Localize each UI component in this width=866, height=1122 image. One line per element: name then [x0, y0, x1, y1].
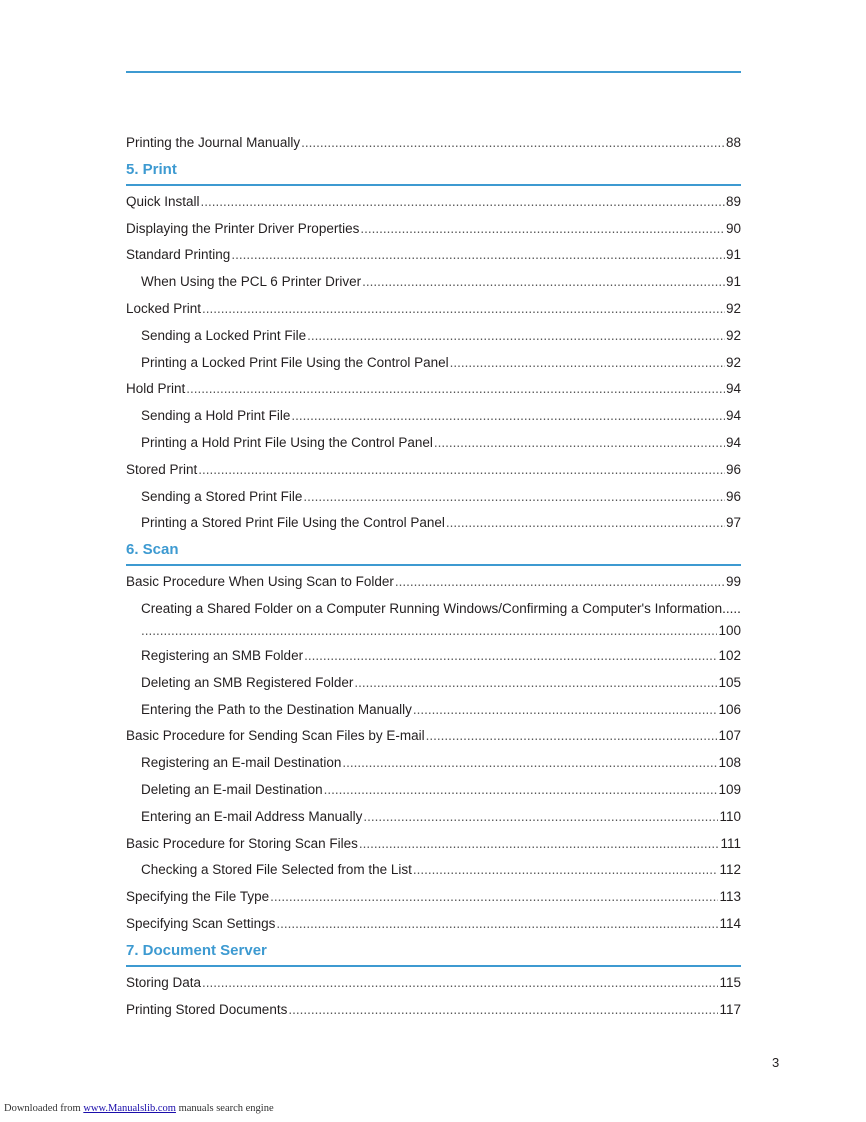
footer-prefix: Downloaded from: [4, 1103, 84, 1114]
toc-entry-title: Specifying the File Type: [126, 889, 270, 905]
dot-leader: [362, 269, 725, 296]
toc-entry-title: Quick Install: [126, 193, 200, 209]
toc-entry-page: 113: [719, 889, 741, 905]
chapter-heading: 6. Scan: [126, 537, 741, 566]
toc-entry-title: Printing a Locked Print File Using the Control Panel: [141, 354, 449, 370]
toc-entry-title: Basic Procedure for Sending Scan Files by E-mail: [126, 728, 425, 744]
toc-entry-title: Sending a Locked Print File: [141, 327, 307, 343]
dot-leader: [202, 296, 725, 323]
toc-entry[interactable]: [126, 457, 741, 484]
toc-entry-title: Printing a Stored Print File Using the Control Panel: [141, 515, 445, 531]
toc-entry-page: 89: [725, 193, 741, 209]
toc-entry[interactable]: [126, 403, 741, 430]
dot-leader: [304, 643, 717, 670]
toc-entry-page: 114: [719, 915, 741, 931]
toc-entry-page: 91: [725, 274, 741, 290]
toc-entry[interactable]: [126, 997, 741, 1024]
toc-entry[interactable]: [126, 777, 741, 804]
dot-leader: [395, 569, 725, 596]
toc-entry-page: 92: [725, 327, 741, 343]
toc-entry[interactable]: [126, 510, 741, 537]
toc-entry-page: 109: [718, 781, 741, 797]
toc-entry[interactable]: [126, 697, 741, 724]
chapter-heading: 5. Print: [126, 157, 741, 186]
dot-leader: [276, 911, 718, 938]
toc-entry[interactable]: [126, 804, 741, 831]
toc-entry-title: Standard Printing: [126, 247, 231, 263]
toc-entry[interactable]: [126, 596, 741, 643]
dot-leader: [231, 242, 725, 269]
toc-entry-page: 112: [719, 862, 741, 878]
toc-entry-title: Printing Stored Documents: [126, 1001, 288, 1017]
toc-entry-page: 94: [725, 434, 741, 450]
download-footer: [4, 1103, 274, 1114]
toc-entry-page: 96: [725, 488, 741, 504]
toc-entry[interactable]: [126, 723, 741, 750]
dot-leader: [354, 670, 717, 697]
toc-entry[interactable]: [126, 269, 741, 296]
dot-leader: [360, 216, 725, 243]
toc-entry[interactable]: [126, 484, 741, 511]
toc-entry[interactable]: [126, 884, 741, 911]
dot-leader: [291, 403, 725, 430]
dot-leader: [434, 430, 725, 457]
toc-entry-page: 92: [725, 300, 741, 316]
toc-entry-title: Hold Print: [126, 381, 186, 397]
toc-entry[interactable]: [126, 750, 741, 777]
toc-entry[interactable]: [126, 376, 741, 403]
toc-entry-page: 91: [725, 247, 741, 263]
toc-entry[interactable]: [126, 323, 741, 350]
dot-leader: [363, 804, 718, 831]
toc-entry-page: 92: [725, 354, 741, 370]
toc-entry-title: Basic Procedure When Using Scan to Folder: [126, 574, 394, 590]
table-of-contents: [126, 130, 741, 1023]
toc-entry-leader-line: [126, 622, 741, 643]
toc-entry-page: 102: [718, 647, 741, 663]
dot-leader: [141, 622, 717, 639]
toc-entry-title: Registering an SMB Folder: [141, 647, 304, 663]
dot-leader: [307, 323, 725, 350]
toc-entry[interactable]: [126, 670, 741, 697]
toc-entry-title: Specifying Scan Settings: [126, 915, 276, 931]
dot-leader: [413, 857, 719, 884]
toc-entry-title: Sending a Hold Print File: [141, 408, 291, 424]
toc-entry-title: Registering an E-mail Destination: [141, 755, 342, 771]
toc-entry-title: Locked Print: [126, 300, 202, 316]
toc-entry-page: 88: [725, 135, 741, 150]
toc-entry[interactable]: [126, 643, 741, 670]
dot-leader: [288, 997, 718, 1024]
dot-leader: [450, 350, 725, 377]
dot-leader: [186, 376, 725, 403]
toc-entry-title: Deleting an SMB Registered Folder: [141, 674, 354, 690]
toc-entry-title: Printing the Journal Manually: [126, 135, 301, 150]
toc-entry[interactable]: [126, 970, 741, 997]
toc-entry-page: 110: [719, 808, 741, 824]
toc-entry[interactable]: [126, 831, 741, 858]
toc-entry-page: 108: [718, 755, 741, 771]
page-number: 3: [772, 1055, 780, 1070]
toc-entry[interactable]: [126, 189, 741, 216]
toc-entry[interactable]: [126, 130, 741, 157]
header-rule: [126, 71, 741, 73]
toc-entry-title: Checking a Stored File Selected from the List: [141, 862, 412, 878]
dot-leader: [270, 884, 718, 911]
toc-entry-page: 99: [725, 574, 741, 590]
toc-entry[interactable]: [126, 569, 741, 596]
toc-entry-page: 90: [725, 220, 741, 236]
toc-entry-title: Creating a Shared Folder on a Computer Running Windows/Confirming a Computer's Information.....: [141, 600, 741, 616]
dot-leader: [198, 457, 725, 484]
dot-leader: [413, 697, 718, 724]
toc-entry-title: When Using the PCL 6 Printer Driver: [141, 274, 362, 290]
toc-entry-title: Entering the Path to the Destination Manually: [141, 701, 412, 717]
toc-entry-title: Deleting an E-mail Destination: [141, 781, 323, 797]
toc-entry-page: 100: [718, 622, 741, 638]
toc-entry-page: 96: [725, 461, 741, 477]
toc-entry[interactable]: [126, 911, 741, 938]
toc-entry-page: 107: [718, 728, 741, 744]
toc-entry[interactable]: [126, 857, 741, 884]
manualslib-link[interactable]: www.Manualslib.com: [83, 1103, 176, 1114]
dot-leader: [359, 831, 720, 858]
dot-leader: [324, 777, 718, 804]
dot-leader: [202, 970, 718, 997]
dot-leader: [201, 189, 725, 216]
footer-suffix: manuals search engine: [175, 1103, 274, 1114]
dot-leader: [301, 130, 725, 157]
toc-entry-title: Sending a Stored Print File: [141, 488, 303, 504]
toc-entry-page: 94: [725, 408, 741, 424]
toc-entry[interactable]: [126, 242, 741, 269]
toc-entry-title: Entering an E-mail Address Manually: [141, 808, 363, 824]
dot-leader: [426, 723, 718, 750]
toc-entry-page: 115: [719, 974, 741, 990]
toc-entry-title: Basic Procedure for Storing Scan Files: [126, 835, 358, 851]
toc-entry-title: Stored Print: [126, 461, 198, 477]
dot-leader: [303, 484, 725, 511]
toc-entry-title: Displaying the Printer Driver Properties: [126, 220, 360, 236]
dot-leader: [342, 750, 717, 777]
toc-entry-page: 97: [725, 515, 741, 531]
toc-entry-title: Printing a Hold Print File Using the Control Panel: [141, 434, 433, 450]
toc-entry[interactable]: [126, 296, 741, 323]
toc-entry-page: 111: [720, 835, 741, 851]
toc-entry[interactable]: [126, 350, 741, 377]
chapter-heading: 7. Document Server: [126, 938, 741, 967]
toc-entry[interactable]: [126, 430, 741, 457]
toc-entry[interactable]: [126, 216, 741, 243]
toc-entry-page: 106: [718, 701, 741, 717]
toc-entry-page: 105: [718, 674, 741, 690]
toc-entry-title: Storing Data: [126, 974, 202, 990]
dot-leader: [446, 510, 725, 537]
toc-entry-page: 117: [719, 1001, 741, 1017]
toc-entry-page: 94: [725, 381, 741, 397]
